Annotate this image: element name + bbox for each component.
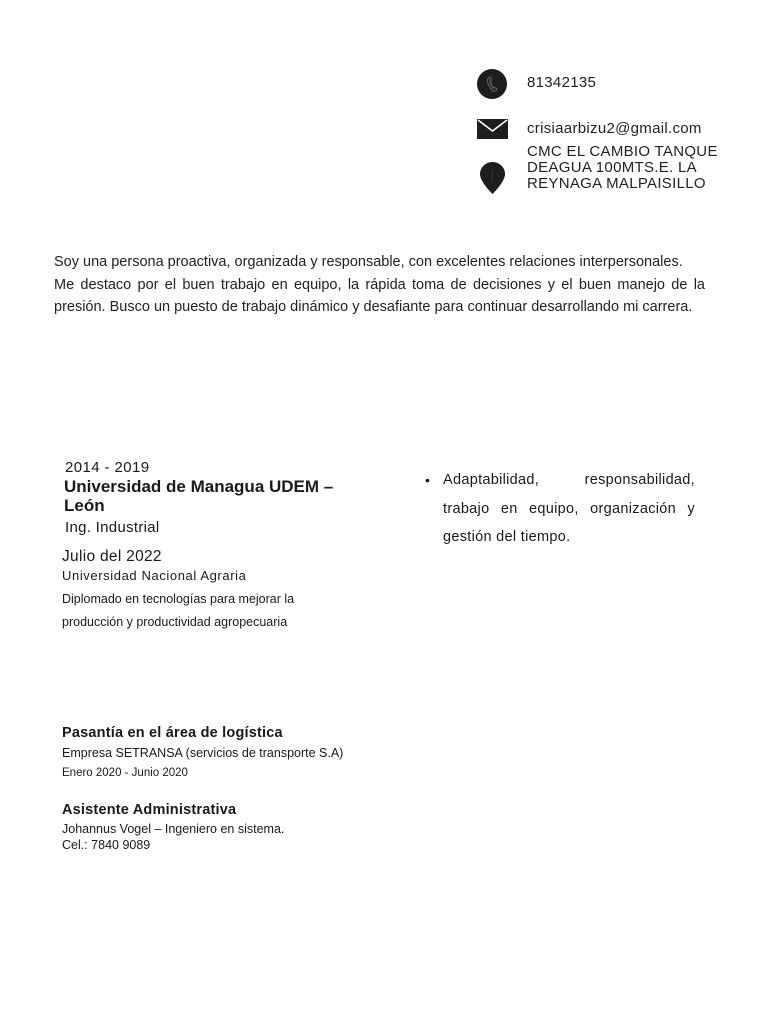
job-title-2: Asistente Administrativa [62, 802, 237, 818]
education-school: Universidad de Managua UDEM – León [64, 477, 334, 515]
skills-item [425, 466, 695, 552]
education-degree: Ing. Industrial [65, 519, 160, 536]
job-reference-phone-2: Cel.: 7840 9089 [62, 838, 151, 852]
job-reference-2: Johannus Vogel – Ingeniero en sistema. [62, 822, 285, 836]
skills-list [425, 466, 695, 552]
course-date: Julio del 2022 [62, 548, 162, 565]
bullet-icon: • [425, 472, 431, 488]
home-address: CMC EL CAMBIO TANQUE DEAGUA 100MTS.E. LA REYNAGA MALPAISILLO [527, 143, 718, 192]
email-icon [477, 119, 508, 139]
job-dates-1: Enero 2020 - Junio 2020 [62, 767, 188, 779]
location-pin-icon [480, 162, 505, 194]
job-title-1: Pasantía en el área de logística [62, 725, 283, 741]
course-institution: Universidad Nacional Agraria [62, 568, 247, 583]
summary-paragraph-1: Soy una persona proactiva, organizada y responsable, con excelentes relaciones interpersonales. [54, 254, 683, 270]
phone-icon [477, 69, 507, 99]
profile-summary [54, 251, 705, 319]
skills-item-text: Adaptabilidad, responsabilidad, trabajo en equipo, organización y gestión del tiempo. [443, 472, 695, 545]
job-company-1: Empresa SETRANSA (servicios de transporte S.A) [62, 746, 344, 760]
course-description: Diplomado en tecnologías para mejorar la producción y productividad agropecuaria [62, 592, 295, 629]
summary-paragraph-2: Me destaco por el buen trabajo en equipo, la rápida toma de decisiones y el buen manejo de la presión. Busco un puesto de trabajo dinámico y desafiante para continuar desarrollando mi carrera. [54, 276, 705, 315]
education-years: 2014 - 2019 [65, 459, 150, 476]
email-address[interactable]: crisiaarbizu2@gmail.com [527, 120, 702, 137]
phone-number: 81342135 [527, 74, 597, 91]
